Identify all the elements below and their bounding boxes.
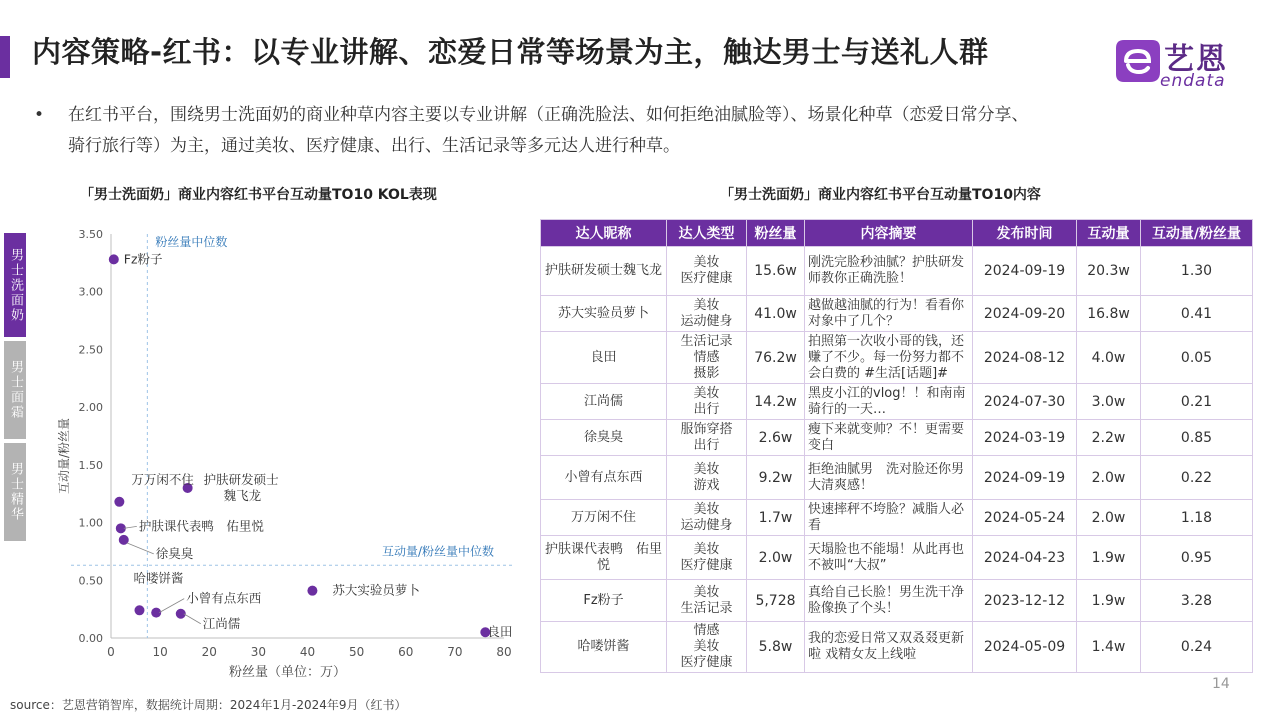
table-cell: 拍照第一次收小哥的钱，还赚了不少。每一份努力都不会白费的 #生活[话题]# bbox=[805, 332, 973, 384]
category-tabs bbox=[4, 233, 26, 545]
table-cell: 0.05 bbox=[1141, 332, 1253, 384]
chart-title: 「男士洗面奶」商业内容红书平台互动量TO10 KOL表现 bbox=[80, 187, 437, 203]
table-cell: 护肤研发硕士魏飞龙 bbox=[541, 247, 667, 296]
table-cell: 2.0w bbox=[1077, 500, 1141, 536]
x-axis-label: 粉丝量（单位：万） bbox=[228, 665, 347, 680]
table-row bbox=[541, 247, 1253, 296]
table-cell: 徐臭臭 bbox=[541, 420, 667, 456]
tab-men-serum[interactable]: 男士精华 bbox=[4, 443, 26, 541]
table-row bbox=[541, 384, 1253, 420]
table-cell: 0.85 bbox=[1141, 420, 1253, 456]
table-cell: 2024-05-24 bbox=[973, 500, 1077, 536]
table-cell: 2024-09-19 bbox=[973, 456, 1077, 500]
table-cell: 41.0w bbox=[747, 296, 805, 332]
table-row bbox=[541, 500, 1253, 536]
table-cell: 4.0w bbox=[1077, 332, 1141, 384]
table-cell: 1.30 bbox=[1141, 247, 1253, 296]
tab-men-cleanser[interactable]: 男士洗面奶 bbox=[4, 233, 26, 337]
page-number: 14 bbox=[1212, 676, 1230, 692]
table-cell: 2024-07-30 bbox=[973, 384, 1077, 420]
table-cell: 2023-12-12 bbox=[973, 580, 1077, 622]
table-cell: 0.41 bbox=[1141, 296, 1253, 332]
table-cell: 5.8w bbox=[747, 622, 805, 673]
point-label: 江尚儒 bbox=[202, 615, 241, 631]
page-title: 内容策略-红书：以专业讲解、恋爱日常等场景为主，触达男士与送礼人群 bbox=[32, 35, 989, 69]
table-cell: 越做越油腻的行为！看看你对象中了几个？ bbox=[805, 296, 973, 332]
intro-text: 在红书平台，围绕男士洗面奶的商业种草内容主要以专业讲解（正确洗脸法、如何拒绝油腻脸等）、场景化种草（恋爱日常分享、骑行旅行等）为主，通过美妆、医疗健康、出行、生活记录等多元达人进行种草。 bbox=[68, 105, 1029, 156]
table-header-cell: 发布时间 bbox=[973, 220, 1077, 247]
table-cell: 哈喽饼酱 bbox=[541, 622, 667, 673]
leader-line bbox=[184, 614, 201, 624]
x-tick-label: 40 bbox=[299, 645, 316, 659]
table-cell: 真给自己长脸！男生洗干净脸像换了个头！ bbox=[805, 580, 973, 622]
y-axis-label: 互动量/粉丝量 bbox=[57, 417, 71, 495]
table-cell: 5,728 bbox=[747, 580, 805, 622]
table-cell: 良田 bbox=[541, 332, 667, 384]
table-row bbox=[541, 296, 1253, 332]
table-cell: 20.3w bbox=[1077, 247, 1141, 296]
y-tick-label: 3.00 bbox=[78, 285, 103, 299]
table-cell: 1.18 bbox=[1141, 500, 1253, 536]
table-cell: 1.9w bbox=[1077, 536, 1141, 580]
table-cell: 美妆 生活记录 bbox=[667, 580, 747, 622]
scatter-point bbox=[307, 586, 317, 596]
leader-line bbox=[124, 526, 137, 528]
table-cell: 2.2w bbox=[1077, 420, 1141, 456]
y-tick-label: 1.00 bbox=[78, 516, 103, 530]
point-label: 魏飞龙 bbox=[223, 487, 262, 503]
table-cell: 16.8w bbox=[1077, 296, 1141, 332]
table-cell: 2024-09-19 bbox=[973, 247, 1077, 296]
table-header-cell: 互动量/粉丝量 bbox=[1141, 220, 1253, 247]
table-cell: 美妆 游戏 bbox=[667, 456, 747, 500]
table-row bbox=[541, 536, 1253, 580]
point-label: 护肤课代表鸭 佑里悦 bbox=[138, 518, 264, 534]
point-label: 护肤研发硕士 bbox=[203, 471, 279, 487]
median-ratio-label: 互动量/粉丝量中位数 bbox=[381, 544, 494, 559]
endata-logo bbox=[1112, 36, 1242, 92]
bullet-icon: • bbox=[34, 105, 45, 125]
source-note: source：艺恩营销智库，数据统计周期：2024年1月-2024年9月（红书） bbox=[10, 698, 407, 712]
table-cell: Fz粉子 bbox=[541, 580, 667, 622]
table-cell: 15.6w bbox=[747, 247, 805, 296]
table-cell: 76.2w bbox=[747, 332, 805, 384]
x-tick-label: 50 bbox=[348, 645, 365, 659]
table-cell: 0.95 bbox=[1141, 536, 1253, 580]
scatter-point bbox=[109, 254, 119, 264]
table-cell: 美妆 运动健身 bbox=[667, 500, 747, 536]
table-row bbox=[541, 456, 1253, 500]
x-tick-label: 20 bbox=[201, 645, 217, 659]
point-label: 苏大实验员萝卜 bbox=[332, 582, 420, 598]
top10-content-table bbox=[540, 219, 1253, 673]
tab-men-cream[interactable]: 男士面霜 bbox=[4, 341, 26, 439]
table-header-cell: 达人昵称 bbox=[541, 220, 667, 247]
table-cell: 美妆 运动健身 bbox=[667, 296, 747, 332]
table-cell: 美妆 医疗健康 bbox=[667, 536, 747, 580]
endata-logo-icon bbox=[1112, 36, 1162, 86]
scatter-point bbox=[134, 605, 144, 615]
table-row bbox=[541, 622, 1253, 673]
table-cell: 护肤课代表鸭 佑里悦 bbox=[541, 536, 667, 580]
table-cell: 美妆 出行 bbox=[667, 384, 747, 420]
table-cell: 2024-04-23 bbox=[973, 536, 1077, 580]
table-cell: 2024-08-12 bbox=[973, 332, 1077, 384]
table-cell: 2.6w bbox=[747, 420, 805, 456]
title-accent-bar bbox=[0, 36, 10, 78]
table-cell: 我的恋爱日常又双叒叕更新啦 戏精女友上线啦 bbox=[805, 622, 973, 673]
table-cell: 9.2w bbox=[747, 456, 805, 500]
table-cell: 苏大实验员萝卜 bbox=[541, 296, 667, 332]
table-cell: 2.0w bbox=[1077, 456, 1141, 500]
y-tick-label: 2.50 bbox=[78, 343, 103, 357]
table-cell: 情感 美妆 医疗健康 bbox=[667, 622, 747, 673]
table-cell: 万万闲不住 bbox=[541, 500, 667, 536]
table-cell: 美妆 医疗健康 bbox=[667, 247, 747, 296]
x-tick-label: 0 bbox=[107, 645, 115, 659]
x-tick-label: 60 bbox=[398, 645, 414, 659]
y-tick-label: 1.50 bbox=[78, 458, 103, 472]
kol-scatter-chart bbox=[40, 220, 540, 690]
table-cell: 刚洗完脸秒油腻？护肤研发师教你正确洗脸！ bbox=[805, 247, 973, 296]
table-cell: 快速摔秤不垮脸？减脂人必看 bbox=[805, 500, 973, 536]
table-cell: 天塌脸也不能塌！从此再也不被叫“大叔” bbox=[805, 536, 973, 580]
table-cell: 2024-09-20 bbox=[973, 296, 1077, 332]
table-cell: 2024-03-19 bbox=[973, 420, 1077, 456]
table-cell: 0.22 bbox=[1141, 456, 1253, 500]
x-tick-label: 10 bbox=[152, 645, 168, 659]
table-cell: 江尚儒 bbox=[541, 384, 667, 420]
logo-en-text: endata bbox=[1160, 71, 1226, 91]
table-cell: 0.21 bbox=[1141, 384, 1253, 420]
point-label: 徐臭臭 bbox=[155, 545, 194, 561]
table-cell: 服饰穿搭 出行 bbox=[667, 420, 747, 456]
table-row bbox=[541, 420, 1253, 456]
table-header-cell: 互动量 bbox=[1077, 220, 1141, 247]
point-label: 哈喽饼酱 bbox=[133, 570, 184, 586]
point-label: 良田 bbox=[487, 624, 513, 640]
table-row bbox=[541, 332, 1253, 384]
table-cell: 0.24 bbox=[1141, 622, 1253, 673]
table-cell: 3.0w bbox=[1077, 384, 1141, 420]
table-cell: 1.4w bbox=[1077, 622, 1141, 673]
table-header-cell: 粉丝量 bbox=[747, 220, 805, 247]
y-tick-label: 2.00 bbox=[78, 401, 103, 415]
y-tick-label: 0.50 bbox=[78, 574, 103, 588]
y-tick-label: 0.00 bbox=[78, 632, 103, 645]
leader-line bbox=[127, 543, 154, 554]
table-cell: 生活记录 情感 摄影 bbox=[667, 332, 747, 384]
y-tick-label: 3.50 bbox=[78, 228, 103, 241]
table-cell: 1.7w bbox=[747, 500, 805, 536]
table-cell: 拒绝油腻男 洗对脸还你男大清爽感！ bbox=[805, 456, 973, 500]
intro-paragraph bbox=[34, 100, 1044, 162]
median-fans-label: 粉丝量中位数 bbox=[155, 235, 228, 249]
table-cell: 3.28 bbox=[1141, 580, 1253, 622]
table-title: 「男士洗面奶」商业内容红书平台互动量TO10内容 bbox=[720, 187, 1041, 203]
x-tick-label: 30 bbox=[250, 645, 267, 659]
x-tick-label: 70 bbox=[447, 645, 463, 659]
point-label: 万万闲不住 bbox=[131, 471, 194, 487]
table-cell: 14.2w bbox=[747, 384, 805, 420]
x-tick-label: 80 bbox=[496, 645, 512, 659]
table-cell: 小曾有点东西 bbox=[541, 456, 667, 500]
table-cell: 1.9w bbox=[1077, 580, 1141, 622]
table-header-row bbox=[541, 220, 1253, 247]
table-row bbox=[541, 580, 1253, 622]
logo-cn-text: 艺恩 bbox=[1164, 42, 1228, 77]
scatter-point bbox=[114, 497, 124, 507]
table-cell: 2024-05-09 bbox=[973, 622, 1077, 673]
table-cell: 黑皮小江的vlog！！和南南骑行的一天… bbox=[805, 384, 973, 420]
point-label: 小曾有点东西 bbox=[186, 590, 262, 606]
table-cell: 2.0w bbox=[747, 536, 805, 580]
point-label: Fz粉子 bbox=[123, 251, 163, 267]
table-header-cell: 达人类型 bbox=[667, 220, 747, 247]
table-header-cell: 内容摘要 bbox=[805, 220, 973, 247]
table-cell: 瘦下来就变帅？不！更需要变白 bbox=[805, 420, 973, 456]
